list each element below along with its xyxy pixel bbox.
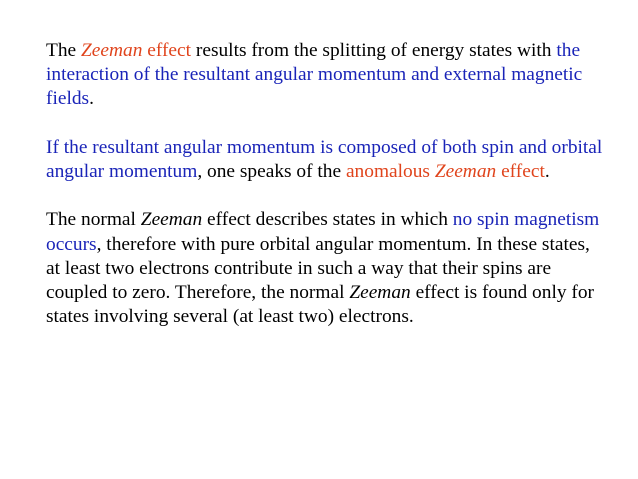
slide-body — [46, 39, 606, 354]
paragraph-zeeman-definition — [46, 39, 606, 112]
term-anomalous: anomalous — [345, 161, 435, 182]
text-span: results from the splitting of energy states with — [191, 40, 557, 61]
highlight-interaction: the interaction of the resultant angular momentum and external magnetic fields — [46, 40, 583, 110]
text-span: . — [89, 88, 94, 110]
text-span: , one speaks of the — [197, 161, 346, 182]
paragraph-anomalous-zeeman — [46, 136, 606, 184]
highlight-no-spin: no spin magnetism occurs — [46, 209, 600, 255]
term-effect: effect — [496, 161, 545, 182]
text-span: . — [544, 161, 550, 182]
term-zeeman: Zeeman — [140, 209, 203, 231]
text-span: The — [46, 40, 81, 61]
text-span: The normal — [46, 209, 141, 231]
term-zeeman: Zeeman — [81, 40, 143, 61]
term-zeeman: Zeeman — [349, 282, 411, 303]
paragraph-normal-zeeman — [46, 208, 606, 329]
term-zeeman: Zeeman — [434, 161, 497, 182]
text-span: effect is found only for states involving several (at least two) electrons. — [46, 282, 594, 328]
text-span: effect describes states in which — [202, 209, 453, 231]
term-effect: effect — [142, 40, 192, 61]
highlight-spin-orbital: If the resultant angular momentum is composed of both spin and orbital angular momentum — [46, 136, 603, 182]
text-span: , therefore with pure orbital angular momentum. In these states, at least two electrons contribute in such a way that their spins are coupled to zero. Therefore, the normal — [46, 233, 590, 303]
